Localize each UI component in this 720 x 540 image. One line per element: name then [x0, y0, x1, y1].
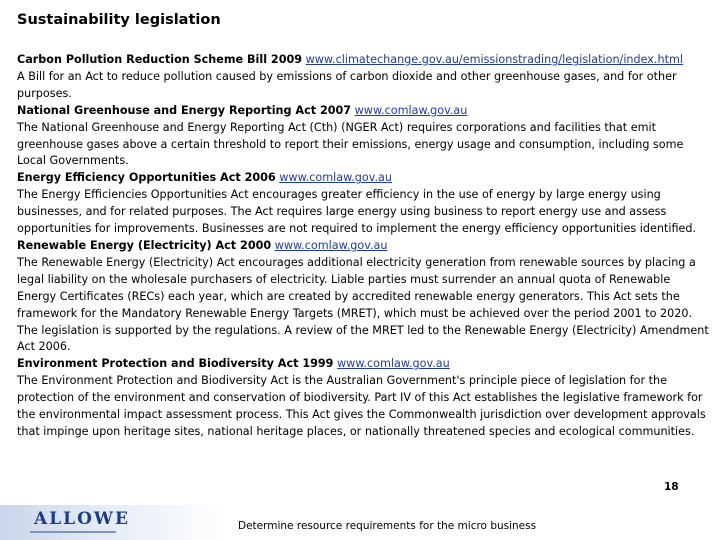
entry-heading [17, 103, 712, 120]
logo-underline [30, 531, 116, 533]
footer-caption: Determine resource requirements for the micro business [238, 520, 537, 532]
page-number: 18 [664, 481, 679, 493]
legislation-entry-cprs [17, 52, 712, 103]
entry-heading [17, 170, 712, 187]
entry-description: A Bill for an Act to reduce pollution caused by emissions of carbon dioxide and other greenhouse gases, and for other purposes. [17, 69, 677, 100]
entry-link[interactable]: www.comlaw.gov.au [354, 103, 468, 117]
legislation-entry-eeo [17, 170, 712, 238]
entry-name: Carbon Pollution Reduction Scheme Bill 2009 [17, 53, 303, 66]
entry-link[interactable]: www.comlaw.gov.au [274, 238, 388, 252]
entry-link[interactable]: www.comlaw.gov.au [279, 171, 392, 185]
entry-description: The Energy Efficiencies Opportunities Act encourages greater efficiency in the use of energy by large energy using businesses, and for related purposes. The Act requires large energy using business to report energy use and assess opportunities for improvements. Businesses are not required to implement the energy efficiency opportunities identified. [17, 188, 697, 236]
allowe-logo: ALLOWE [34, 509, 130, 529]
entry-name: National Greenhouse and Energy Reporting Act 2007 [17, 103, 352, 117]
entry-link[interactable]: www.comlaw.gov.au [337, 357, 450, 371]
entry-link[interactable]: www.climatechange.gov.au/emissionstrading/legislation/index.html [305, 53, 683, 66]
entry-heading [17, 52, 712, 69]
entry-description: The Renewable Energy (Electricity) Act encourages additional electricity generation from renewable sources by placing a legal liability on the wholesale purchasers of electricity. Liable parties must surrender an annual quota of Renewable Energy Certificates (RECs) each year, which are created by accredited renewable energy generators. This Act sets the framework for the Mandatory Renewable Energy Targets (MRET), which must be achieved over the period 2001 to 2020. The legislation is supported by the regulations. A review of the MRET led to the Renewable Energy (Electricity) Amendment Act 2006. [17, 255, 709, 354]
legislation-entry-nger [17, 103, 712, 171]
page-title: Sustainability legislation [17, 12, 221, 28]
entry-heading [17, 238, 712, 255]
entry-heading [17, 356, 712, 373]
legislation-entry-ree [17, 238, 712, 356]
entry-name: Renewable Energy (Electricity) Act 2000 [17, 238, 272, 252]
entry-description: The National Greenhouse and Energy Reporting Act (Cth) (NGER Act) requires corporations and facilities that emit greenhouse gases above a certain threshold to report their emissions, energy usage and consumption, including some Local Governments. [17, 120, 684, 168]
legislation-list [17, 52, 712, 441]
entry-name: Energy Efficiency Opportunities Act 2006 [17, 171, 276, 185]
legislation-entry-epbc [17, 356, 712, 441]
entry-name: Environment Protection and Biodiversity Act 1999 [17, 357, 334, 371]
entry-description: The Environment Protection and Biodiversity Act is the Australian Government's principle piece of legislation for the protection of the environment and conservation of biodiversity. Part IV of this Act establishes the legislative framework for the environmental impact assessment process. This Act gives the Commonwealth jurisdiction over development approvals that impinge upon heritage sites, national heritage places, or nationally threatened species and ecological communities. [17, 374, 706, 438]
